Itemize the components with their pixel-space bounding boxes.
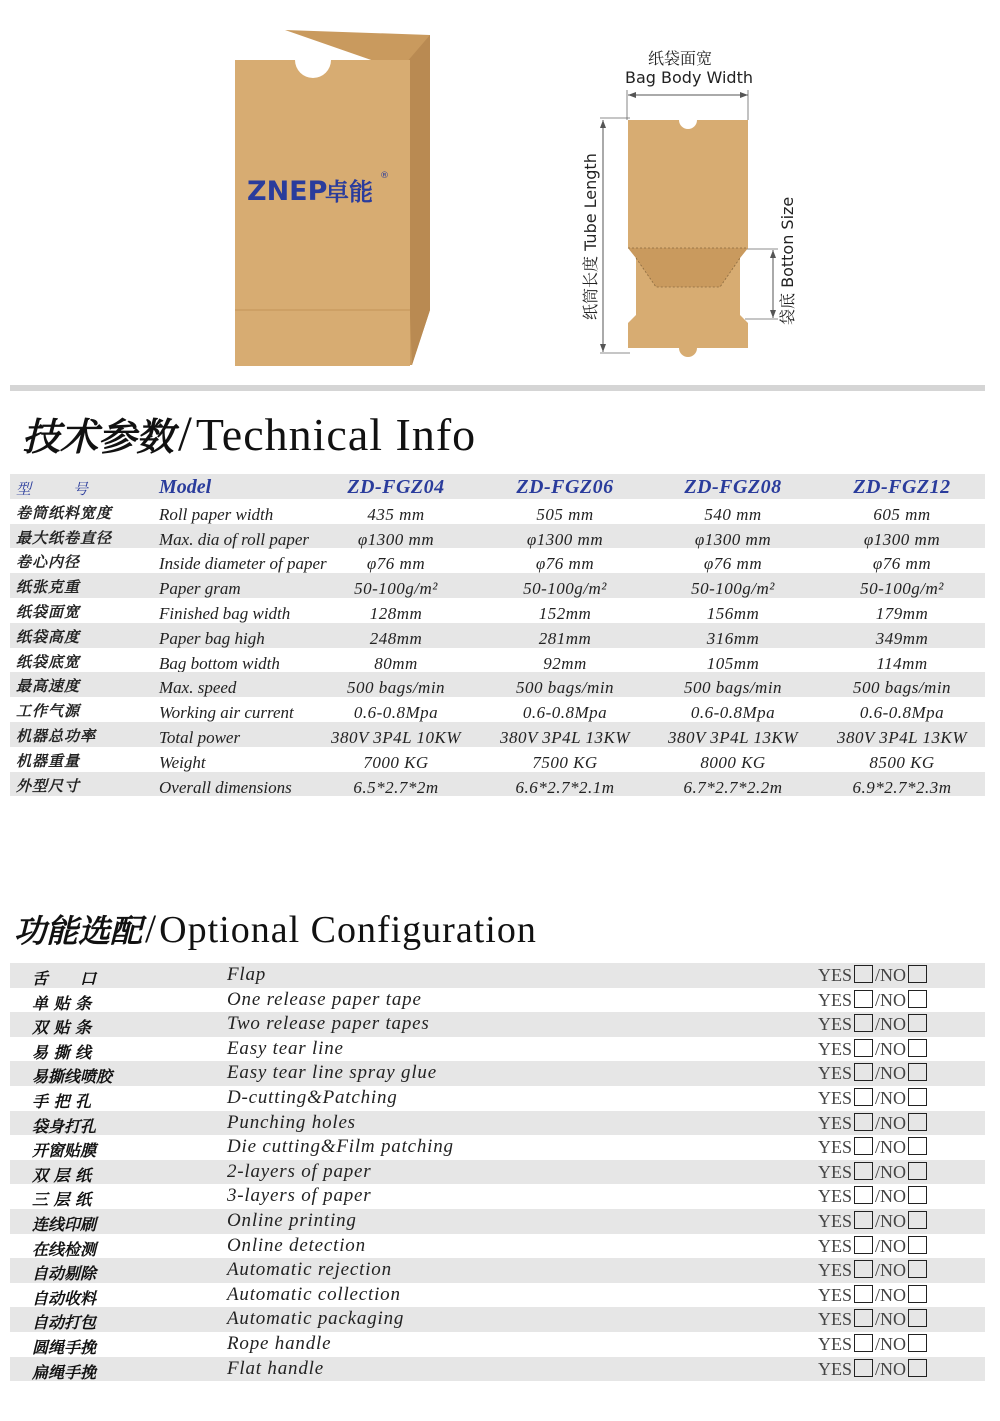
yes-no-selector — [818, 965, 929, 986]
option-row — [10, 1160, 985, 1185]
tech-param-en: Roll paper width — [159, 504, 274, 524]
tech-value: 50-100g/m² — [354, 579, 438, 599]
tech-value: 179mm — [875, 603, 929, 623]
tech-param-en: Inside diameter of paper — [159, 554, 327, 574]
tech-header-cn: 型号 — [16, 480, 131, 498]
yes-no-selector — [818, 1186, 929, 1207]
no-checkbox[interactable] — [908, 1088, 927, 1106]
tech-value: 128mm — [369, 603, 423, 623]
tech-value: 6.7*2.7*2.2m — [683, 777, 783, 797]
no-checkbox[interactable] — [908, 1334, 927, 1352]
yes-checkbox[interactable] — [854, 1063, 873, 1081]
no-checkbox[interactable] — [908, 1260, 927, 1278]
tech-value: 7000 KG — [363, 752, 429, 772]
option-row — [10, 1135, 985, 1160]
no-checkbox[interactable] — [908, 1186, 927, 1204]
option-row — [10, 1307, 985, 1332]
yes-checkbox[interactable] — [854, 1236, 873, 1254]
yes-checkbox[interactable] — [854, 1014, 873, 1032]
no-label: /NO — [875, 1087, 907, 1108]
option-name-cn: 自动收料 — [32, 1288, 97, 1308]
option-name-cn: 双 贴 条 — [32, 1018, 92, 1038]
yes-label: YES — [818, 989, 853, 1010]
yes-label: YES — [818, 1186, 853, 1207]
option-name-cn: 开窗贴膜 — [32, 1141, 97, 1161]
no-checkbox[interactable] — [908, 1309, 927, 1327]
tech-value: 0.6-0.8Mpa — [859, 703, 945, 723]
tech-value: 349mm — [875, 628, 929, 648]
options-table — [10, 963, 985, 1381]
no-checkbox[interactable] — [908, 1359, 927, 1377]
tech-value: 152mm — [538, 603, 592, 623]
options-title-slash: / — [145, 906, 157, 951]
tech-header-row — [10, 474, 985, 499]
option-row — [10, 1332, 985, 1357]
tech-model-2: ZD-FGZ06 — [516, 476, 614, 498]
yes-checkbox[interactable] — [854, 1113, 873, 1131]
no-checkbox[interactable] — [908, 1113, 927, 1131]
option-row — [10, 1357, 985, 1382]
svg-text:卓能: 卓能 — [325, 178, 373, 206]
no-label: /NO — [875, 1038, 907, 1059]
yes-label: YES — [818, 1260, 853, 1281]
no-label: /NO — [875, 1309, 907, 1330]
yes-no-selector — [818, 1260, 929, 1281]
no-checkbox[interactable] — [908, 1039, 927, 1057]
tech-value: 92mm — [543, 653, 587, 673]
yes-no-selector — [818, 1113, 929, 1134]
option-name-cn: 单 贴 条 — [32, 993, 92, 1013]
tech-param-cn: 机器总功率 — [16, 726, 97, 745]
tech-param-en: Max. dia of roll paper — [159, 529, 309, 549]
no-label: /NO — [875, 1235, 907, 1256]
no-label: /NO — [875, 1260, 907, 1281]
svg-text:®: ® — [380, 171, 389, 181]
option-row — [10, 1184, 985, 1209]
option-name-en: Automatic collection — [227, 1283, 401, 1305]
no-label: /NO — [875, 1333, 907, 1354]
tech-title-en: Technical Info — [195, 409, 477, 460]
yes-no-selector — [818, 1137, 929, 1158]
no-checkbox[interactable] — [908, 1162, 927, 1180]
yes-checkbox[interactable] — [854, 1186, 873, 1204]
option-row — [10, 988, 985, 1013]
yes-checkbox[interactable] — [854, 1359, 873, 1377]
option-row — [10, 1061, 985, 1086]
yes-no-selector — [818, 1359, 929, 1380]
tech-row — [10, 548, 985, 573]
tech-value: φ76 mm — [535, 554, 595, 574]
tech-value: 435 mm — [367, 504, 425, 524]
tech-value: 500 bags/min — [683, 678, 783, 698]
option-row — [10, 1086, 985, 1111]
yes-checkbox[interactable] — [854, 990, 873, 1008]
tech-value: 380V 3P4L 13KW — [836, 727, 968, 747]
tech-value: 505 mm — [536, 504, 594, 524]
tech-title — [22, 404, 476, 462]
option-name-en: Online printing — [227, 1209, 357, 1231]
yes-label: YES — [818, 1358, 853, 1379]
tech-value: 380V 3P4L 10KW — [330, 727, 462, 747]
no-checkbox[interactable] — [908, 1014, 927, 1032]
tech-param-cn: 纸袋高度 — [16, 627, 81, 646]
bag-width-label-en: Bag Body Width — [625, 68, 753, 87]
top-divider — [10, 385, 985, 391]
tech-param-en: Paper gram — [159, 579, 241, 599]
tech-row — [10, 697, 985, 722]
tech-row — [10, 672, 985, 697]
yes-label: YES — [818, 1333, 853, 1354]
yes-checkbox[interactable] — [854, 1039, 873, 1057]
no-label: /NO — [875, 1186, 907, 1207]
no-label: /NO — [875, 1210, 907, 1231]
tech-row — [10, 772, 985, 797]
tech-value: 6.6*2.7*2.1m — [515, 777, 615, 797]
tech-value: 540 mm — [704, 504, 762, 524]
option-row — [10, 1111, 985, 1136]
yes-no-selector — [818, 1014, 929, 1035]
option-name-en: Online detection — [227, 1234, 366, 1256]
no-label: /NO — [875, 989, 907, 1010]
yes-no-selector — [818, 1285, 929, 1306]
option-name-cn: 袋身打孔 — [32, 1116, 97, 1136]
tech-value: φ1300 mm — [863, 529, 941, 549]
yes-no-selector — [818, 1309, 929, 1330]
option-row — [10, 1258, 985, 1283]
yes-checkbox[interactable] — [854, 1309, 873, 1327]
tech-value: 7500 KG — [532, 752, 598, 772]
tech-value: 8500 KG — [869, 752, 935, 772]
option-name-en: Flap — [227, 964, 267, 985]
option-name-cn: 三 层 纸 — [32, 1190, 92, 1210]
option-row — [10, 963, 985, 988]
option-row — [10, 1283, 985, 1308]
no-label: /NO — [875, 1284, 907, 1305]
yes-no-selector — [818, 1236, 929, 1257]
yes-no-selector — [818, 990, 929, 1011]
no-label: /NO — [875, 1014, 907, 1035]
option-name-cn: 自动打包 — [32, 1313, 97, 1333]
tech-model-3: ZD-FGZ08 — [684, 476, 782, 498]
option-name-cn: 在线检测 — [32, 1239, 97, 1259]
yes-label: YES — [818, 1161, 853, 1182]
tech-value: 50-100g/m² — [691, 579, 775, 599]
option-name-cn: 双 层 纸 — [32, 1165, 92, 1185]
options-title-en: Optional Configuration — [159, 909, 537, 951]
option-row — [10, 1037, 985, 1062]
tech-value: 0.6-0.8Mpa — [522, 703, 608, 723]
option-row — [10, 1012, 985, 1037]
option-name-en: 3-layers of paper — [227, 1185, 372, 1207]
yes-label: YES — [818, 1137, 853, 1158]
tech-row — [10, 573, 985, 598]
tech-param-en: Bag bottom width — [159, 653, 280, 673]
tech-value: 6.9*2.7*2.3m — [852, 777, 952, 797]
yes-checkbox[interactable] — [854, 1137, 873, 1155]
option-name-cn: 自动剔除 — [32, 1264, 97, 1284]
yes-label: YES — [818, 1235, 853, 1256]
brand-logo: ZNEP — [247, 176, 328, 207]
no-label: /NO — [875, 1358, 907, 1379]
tech-row — [10, 747, 985, 772]
option-row — [10, 1234, 985, 1259]
option-name-en: Punching holes — [227, 1111, 356, 1133]
tech-value: φ76 mm — [872, 554, 932, 574]
tech-param-cn: 机器重量 — [16, 751, 81, 770]
tech-param-cn: 最高速度 — [16, 677, 81, 696]
tech-value: 50-100g/m² — [523, 579, 607, 599]
yes-label: YES — [818, 965, 853, 985]
no-checkbox[interactable] — [908, 990, 927, 1008]
yes-label: YES — [818, 1284, 853, 1305]
tech-value: φ1300 mm — [694, 529, 772, 549]
yes-checkbox[interactable] — [854, 965, 873, 983]
option-name-cn: 圆绳手挽 — [32, 1337, 97, 1357]
tech-value: 500 bags/min — [515, 678, 615, 698]
tech-param-en: Overall dimensions — [159, 777, 292, 797]
no-checkbox[interactable] — [908, 1211, 927, 1229]
tech-value: 500 bags/min — [852, 678, 952, 698]
tech-param-cn: 工作气源 — [16, 702, 81, 721]
yes-checkbox[interactable] — [854, 1334, 873, 1352]
option-name-en: Automatic packaging — [227, 1308, 405, 1330]
option-name-cn: 舌 口 — [32, 969, 97, 988]
options-title-cn: 功能选配 — [14, 912, 143, 950]
tech-param-cn: 纸袋面宽 — [16, 602, 81, 621]
yes-label: YES — [818, 1038, 853, 1059]
yes-checkbox[interactable] — [854, 1211, 873, 1229]
tech-row — [10, 499, 985, 524]
tech-value: φ1300 mm — [357, 529, 435, 549]
tech-param-cn: 卷心内径 — [16, 553, 81, 572]
yes-checkbox[interactable] — [854, 1260, 873, 1278]
tech-param-cn: 外型尺寸 — [16, 776, 81, 795]
yes-checkbox[interactable] — [854, 1162, 873, 1180]
option-name-cn: 易撕线喷胶 — [32, 1067, 113, 1087]
tech-param-cn: 最大纸卷直径 — [16, 528, 113, 547]
no-label: /NO — [875, 965, 907, 985]
tech-value: 500 bags/min — [346, 678, 446, 698]
tech-value: φ76 mm — [703, 554, 763, 574]
option-row — [10, 1209, 985, 1234]
tech-model-1: ZD-FGZ04 — [347, 476, 445, 498]
yes-checkbox[interactable] — [854, 1088, 873, 1106]
option-name-cn: 手 把 孔 — [32, 1091, 92, 1111]
tech-model-4: ZD-FGZ12 — [853, 476, 951, 498]
option-name-en: Easy tear line — [227, 1037, 344, 1059]
tech-param-en: Finished bag width — [159, 603, 291, 623]
yes-label: YES — [818, 1210, 853, 1231]
yes-no-selector — [818, 1088, 929, 1109]
tech-value: 380V 3P4L 13KW — [499, 727, 631, 747]
tech-value: 105mm — [706, 653, 760, 673]
no-checkbox[interactable] — [908, 1063, 927, 1081]
tech-param-en: Paper bag high — [159, 628, 265, 648]
yes-checkbox[interactable] — [854, 1285, 873, 1303]
option-name-cn: 连线印刷 — [32, 1214, 97, 1234]
yes-label: YES — [818, 1014, 853, 1035]
no-label: /NO — [875, 1063, 907, 1084]
tech-row — [10, 524, 985, 549]
tech-row — [10, 598, 985, 623]
no-label: /NO — [875, 1112, 907, 1133]
option-name-en: Two release paper tapes — [227, 1013, 430, 1035]
option-name-en: D-cutting&Patching — [227, 1086, 398, 1108]
tech-param-cn: 卷筒纸料宽度 — [16, 503, 113, 522]
tech-value: 80mm — [374, 653, 418, 673]
option-name-cn: 扁绳手挽 — [32, 1362, 97, 1382]
yes-no-selector — [818, 1211, 929, 1232]
no-label: /NO — [875, 1161, 907, 1182]
tech-value: 156mm — [706, 603, 760, 623]
no-checkbox[interactable] — [908, 965, 927, 983]
tech-row — [10, 648, 985, 673]
tech-value: 281mm — [538, 628, 592, 648]
options-title — [14, 905, 537, 952]
yes-no-selector — [818, 1039, 929, 1060]
option-name-en: Easy tear line spray glue — [227, 1062, 437, 1084]
tech-param-cn: 纸袋底宽 — [16, 652, 81, 671]
tech-value: φ76 mm — [366, 554, 426, 574]
option-name-en: Automatic rejection — [227, 1259, 392, 1281]
tech-value: 316mm — [706, 628, 760, 648]
tech-value: 380V 3P4L 13KW — [667, 727, 799, 747]
tech-header-model: Model — [159, 476, 212, 498]
no-checkbox[interactable] — [908, 1236, 927, 1254]
option-name-en: Flat handle — [227, 1357, 324, 1379]
no-label: /NO — [875, 1137, 907, 1158]
tech-value: 248mm — [369, 628, 423, 648]
tech-param-cn: 纸张克重 — [16, 578, 81, 597]
tech-row — [10, 623, 985, 648]
bag-width-label-cn: 纸袋面宽 — [648, 49, 713, 68]
tech-value: 6.5*2.7*2m — [353, 777, 439, 797]
tech-param-en: Max. speed — [159, 678, 237, 698]
tube-length-label: 纸筒长度 Tube Length — [581, 153, 600, 320]
bottom-size-label: 袋底 Botton Size — [778, 196, 797, 325]
tech-value: 114mm — [876, 653, 928, 673]
tech-param-en: Total power — [159, 727, 241, 747]
tech-param-en: Weight — [159, 752, 206, 772]
yes-label: YES — [818, 1309, 853, 1330]
tech-title-cn: 技术参数 — [22, 415, 175, 459]
tech-value: 8000 KG — [700, 752, 766, 772]
yes-no-selector — [818, 1063, 929, 1084]
yes-label: YES — [818, 1087, 853, 1108]
option-name-en: Rope handle — [227, 1332, 332, 1354]
yes-no-selector — [818, 1334, 929, 1355]
tech-param-en: Working air current — [159, 703, 294, 723]
yes-label: YES — [818, 1063, 853, 1084]
tech-value: 50-100g/m² — [860, 579, 944, 599]
tech-row — [10, 722, 985, 747]
bag-dimension-diagram — [560, 40, 860, 370]
tech-value: 0.6-0.8Mpa — [353, 703, 439, 723]
tech-title-slash: / — [178, 405, 192, 461]
tech-value: 0.6-0.8Mpa — [690, 703, 776, 723]
option-name-cn: 易 撕 线 — [32, 1042, 92, 1062]
option-name-en: Die cutting&Film patching — [227, 1136, 454, 1158]
yes-label: YES — [818, 1112, 853, 1133]
yes-no-selector — [818, 1162, 929, 1183]
option-name-en: 2-layers of paper — [227, 1160, 372, 1182]
no-checkbox[interactable] — [908, 1137, 927, 1155]
no-checkbox[interactable] — [908, 1285, 927, 1303]
tech-table — [10, 474, 985, 796]
kraft-bag-illustration — [230, 30, 430, 370]
tech-value: 605 mm — [873, 504, 931, 524]
tech-value: φ1300 mm — [526, 529, 604, 549]
option-name-en: One release paper tape — [227, 988, 422, 1010]
